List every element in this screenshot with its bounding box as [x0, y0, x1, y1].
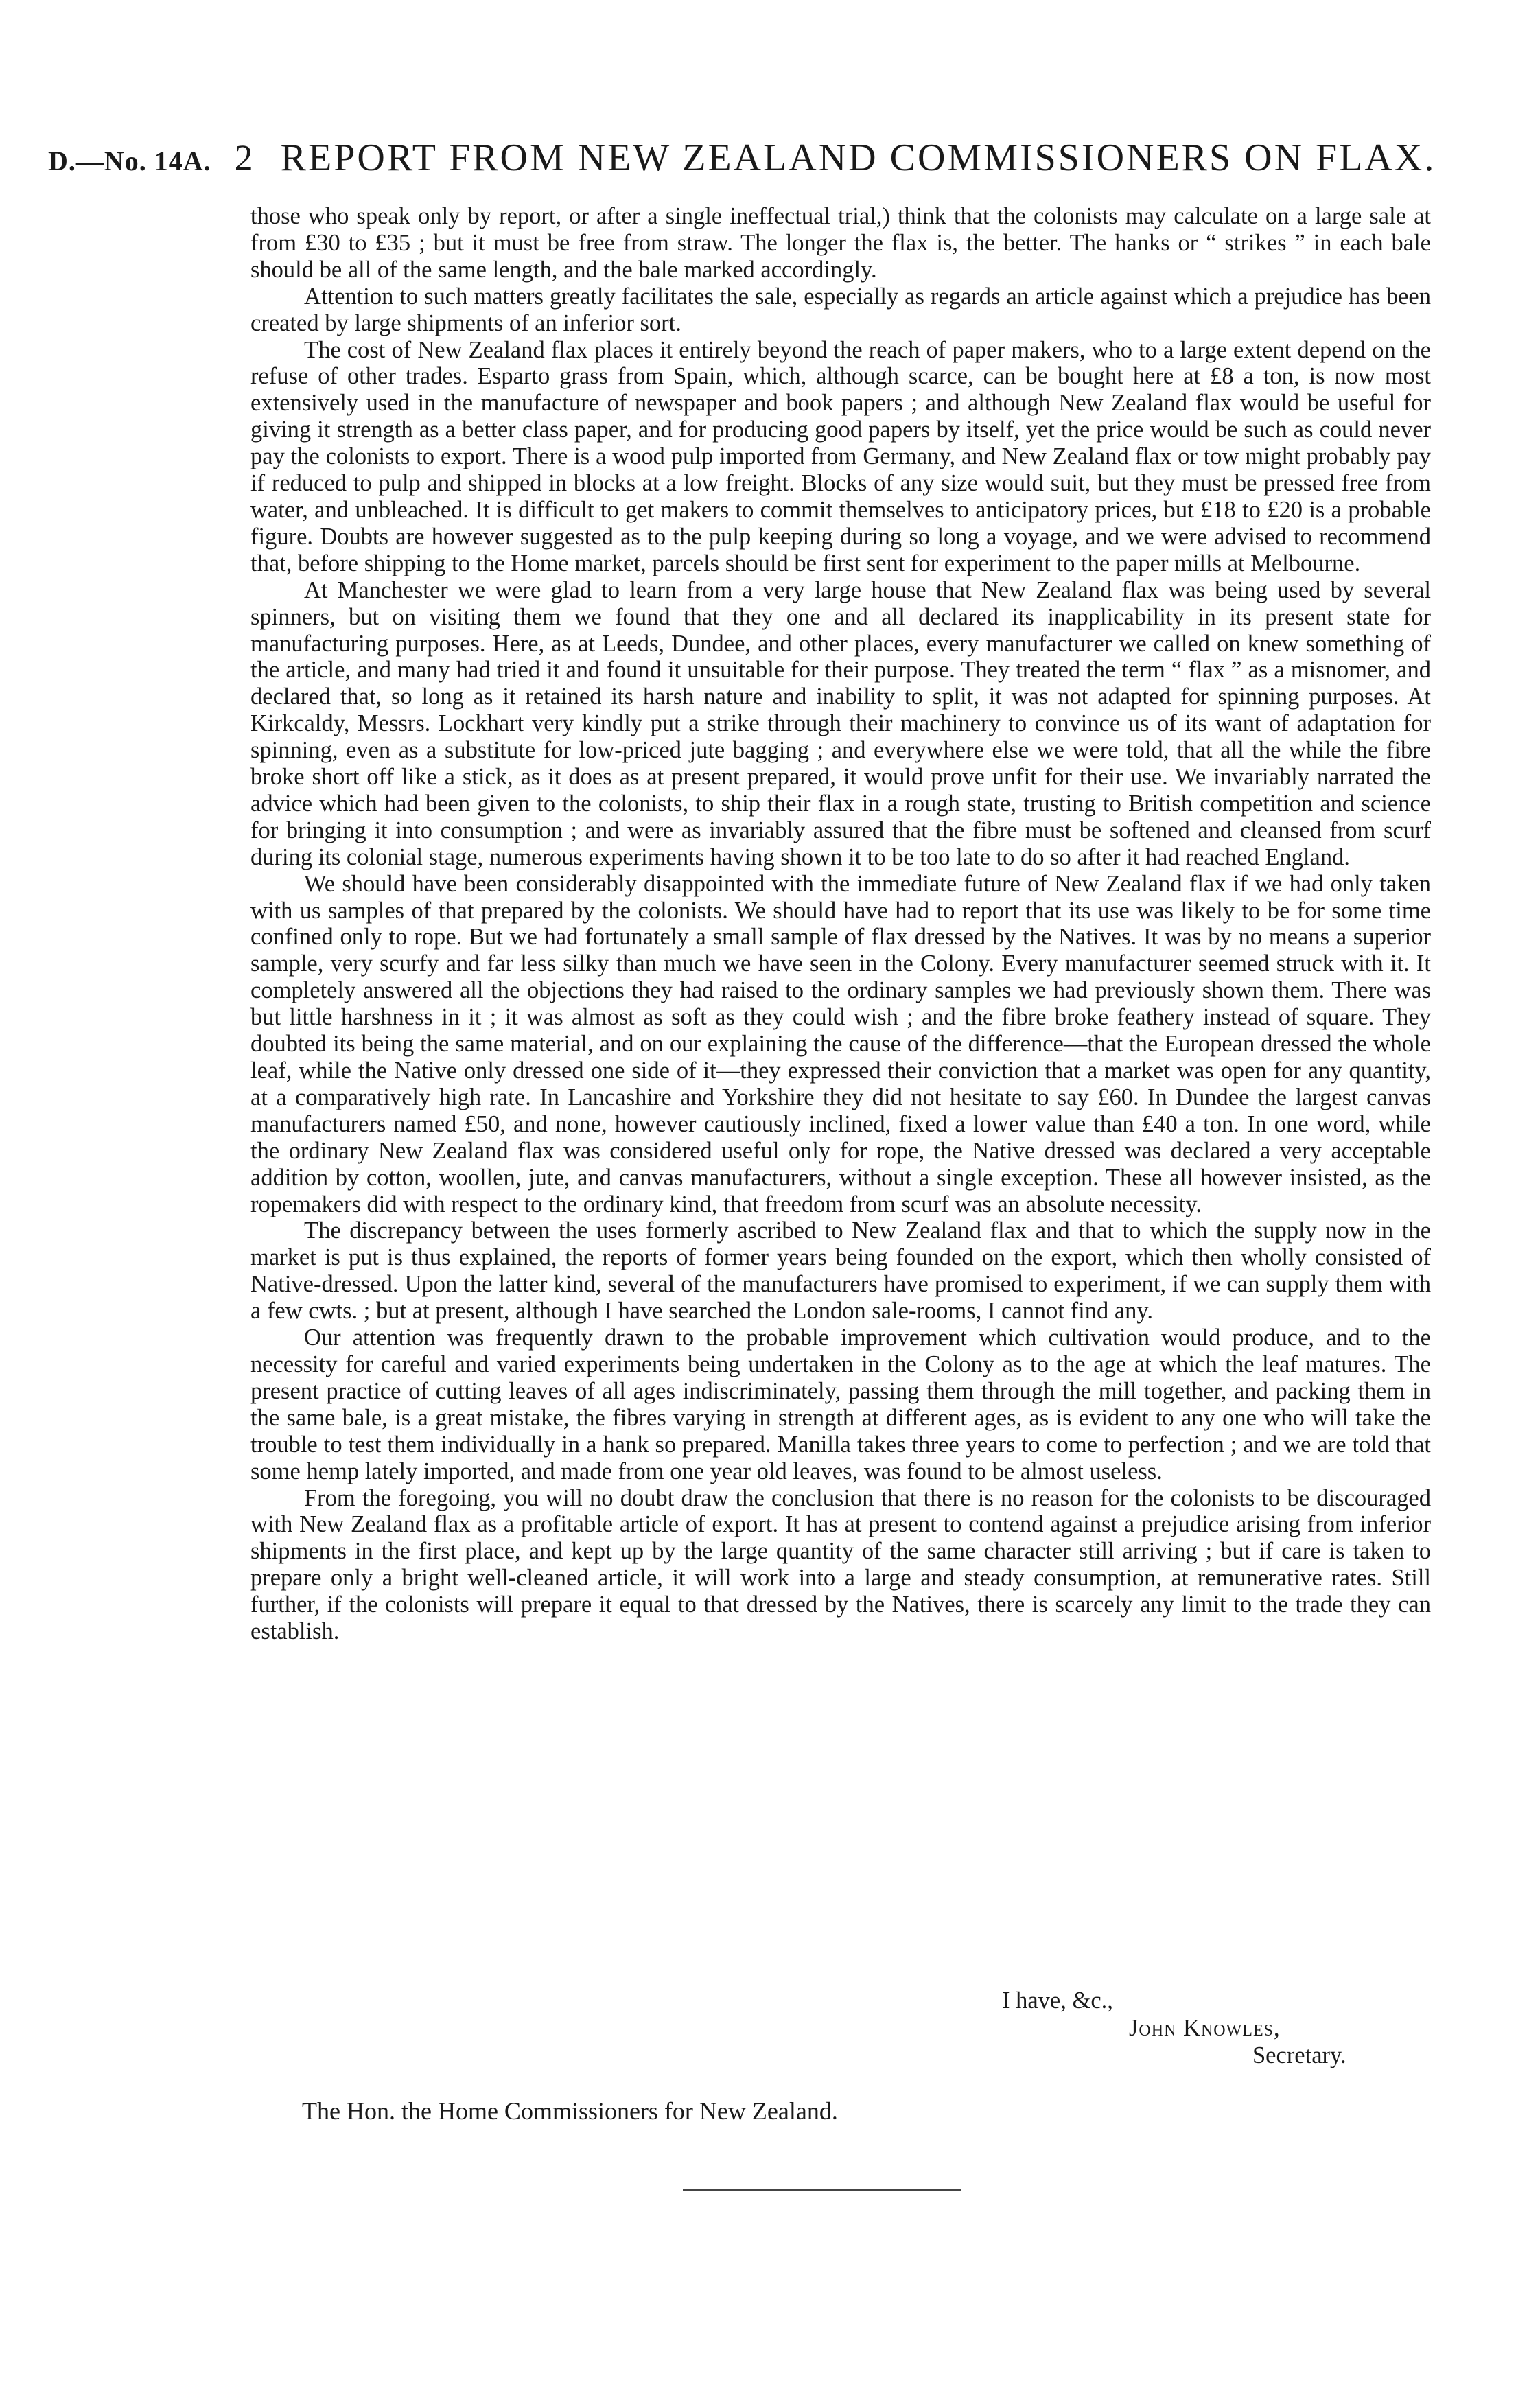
page-number: 2 [234, 137, 253, 178]
paragraph-native-sample: We should have been considerably disappointed with the immediate future of New Zealand flax if we had only taken with us samples of that prepared by the colonists. We should have had to report that its use was likely to be for some time confined only to rope. But we had fortunately a small sample of flax dressed by the Natives. It was by no means a superior sample, very scurfy and far less silky than much we have seen in the Colony. Every manufacturer seemed struck with it. It completely answered all the objections they had raised to the ordinary samples we had previously shown them. There was but little harshness in it ; it was almost as soft as they could wish ; and the fibre broke feathery instead of square. They doubted its being the same material, and on our explaining the cause of the difference—that the European dressed the whole leaf, while the Native only dressed one side of it—they expressed their conviction that a market was open for any quantity, at a comparatively high rate. In Lancashire and Yorkshire they did not hesitate to say £60. In Dundee the largest canvas manufacturers named £50, and none, however cautiously inclined, fixed a lower value than £40 a ton. In one word, while the ordinary New Zealand flax was considered useful only for rope, the Native dressed was declared a very acceptable addition by cotton, woollen, jute, and canvas manufacturers, without a single exception. These all however insisted, as the ropemakers did with respect to the ordinary kind, that freedom from scurf was an absolute necessity. [250, 870, 1431, 1217]
paragraph-attention: Attention to such matters greatly facilitates the sale, especially as regards an article against which a prejudice has been created by large shipments of an inferior sort. [250, 283, 1431, 336]
report-body [250, 203, 1431, 1645]
addressee: The Hon. the Home Commissioners for New Zealand. [302, 2097, 838, 2125]
paragraph-continuation: those who speak only by report, or after a single ineffectual trial,) think that the colonists may calculate on a large sale at from £30 to £35 ; but it must be free from straw. The longer the flax is, the better. The hanks or “ strikes ” in each bale should be all of the same length, and the bale marked accordingly. [250, 203, 1431, 283]
signatory-title: Secretary. [1252, 2042, 1346, 2068]
signatory-name: John Knowles, [1129, 2015, 1281, 2041]
running-title: REPORT FROM NEW ZEALAND COMMISSIONERS ON FLAX. [280, 137, 1436, 179]
end-rule [683, 2189, 961, 2191]
paragraph-discrepancy: The discrepancy between the uses formerly ascribed to New Zealand flax and that to which the supply now in the market is put is thus explained, the reports of former years being founded on the export, which then wholly consisted of Native-dressed. Upon the latter kind, several of the manufacturers have promised to experiment, if we can supply them with a few cwts. ; but at present, although I have searched the London sale-rooms, I cannot find any. [250, 1217, 1431, 1325]
closing-salutation: I have, &c., [1002, 1987, 1113, 2014]
paragraph-manchester: At Manchester we were glad to learn from a very large house that New Zealand flax was being used by several spinners, but on visiting them we found that they one and all declared its inapplicability in its present state for manufacturing purposes. Here, as at Leeds, Dundee, and other places, every manufacturer we called on knew something of the article, and many had tried it and found it unsuitable for their purpose. They treated the term “ flax ” as a misnomer, and declared that, so long as it retained its harsh nature and inability to split, it was not adapted for spinning purposes. At Kirkcaldy, Messrs. Lockhart very kindly put a strike through their machinery to convince us of its want of adaptation for spinning, even as a substitute for low-priced jute bagging ; and everywhere else we were told, that all the while the fibre broke short off like a stick, as it does as at present prepared, it would prove unfit for their use. We invariably narrated the advice which had been given to the colonists, to ship their flax in a rough state, trusting to British competition and science for bringing it into consumption ; and were as invariably assured that the fibre must be softened and cleansed from scurf during its colonial stage, numerous experiments having shown it to be too late to do so after it had reached England. [250, 576, 1431, 870]
signature-block [1002, 1987, 1346, 2069]
page-header [48, 136, 1436, 184]
paragraph-cultivation: Our attention was frequently drawn to the probable improvement which cultivation would produce, and to the necessity for careful and varied experiments being undertaken in the Colony as to the age at which the leaf matures. The present practice of cutting leaves of all ages indiscriminately, passing them through the mill together, and packing them in the same bale, is a great mistake, the fibres varying in strength at different ages, as is evident to any one who will take the trouble to test them individually in a hank so prepared. Manilla takes three years to come to perfection ; and we are told that some hemp lately imported, and made from one year old leaves, was found to be almost useless. [250, 1325, 1431, 1484]
document-reference: D.—No. 14A. [48, 145, 211, 176]
paragraph-paper-makers: The cost of New Zealand flax places it entirely beyond the reach of paper makers, who to a large extent depend on the refuse of other trades. Esparto grass from Spain, which, although scarce, can be bought here at £8 a ton, is now most extensively used in the manufacture of newspaper and book papers ; and although New Zealand flax would be useful for giving it strength as a better class paper, and for producing good papers by itself, yet the price would be such as could never pay the colonists to export. There is a wood pulp imported from Germany, and New Zealand flax or tow might probably pay if reduced to pulp and shipped in blocks at a low freight. Blocks of any size would suit, but they must be pressed free from water, and unbleached. It is difficult to get makers to commit themselves to anticipatory prices, but £18 to £20 is a probable figure. Doubts are however suggested as to the pulp keeping during so long a voyage, and we were advised to recommend that, before shipping to the Home market, parcels should be first sent for experiment to the paper mills at Melbourne. [250, 336, 1431, 576]
paragraph-conclusion: From the foregoing, you will no doubt draw the conclusion that there is no reason for the colonists to be discouraged with New Zealand flax as a profitable article of export. It has at present to contend against a prejudice arising from inferior shipments in the first place, and kept up by the large quantity of the same character still arriving ; but if care is taken to prepare only a bright well-cleaned article, it will work into a large and steady consumption, at remunerative rates. Still further, if the colonists will prepare it equal to that dressed by the Natives, there is scarcely any limit to the trade they can establish. [250, 1484, 1431, 1645]
